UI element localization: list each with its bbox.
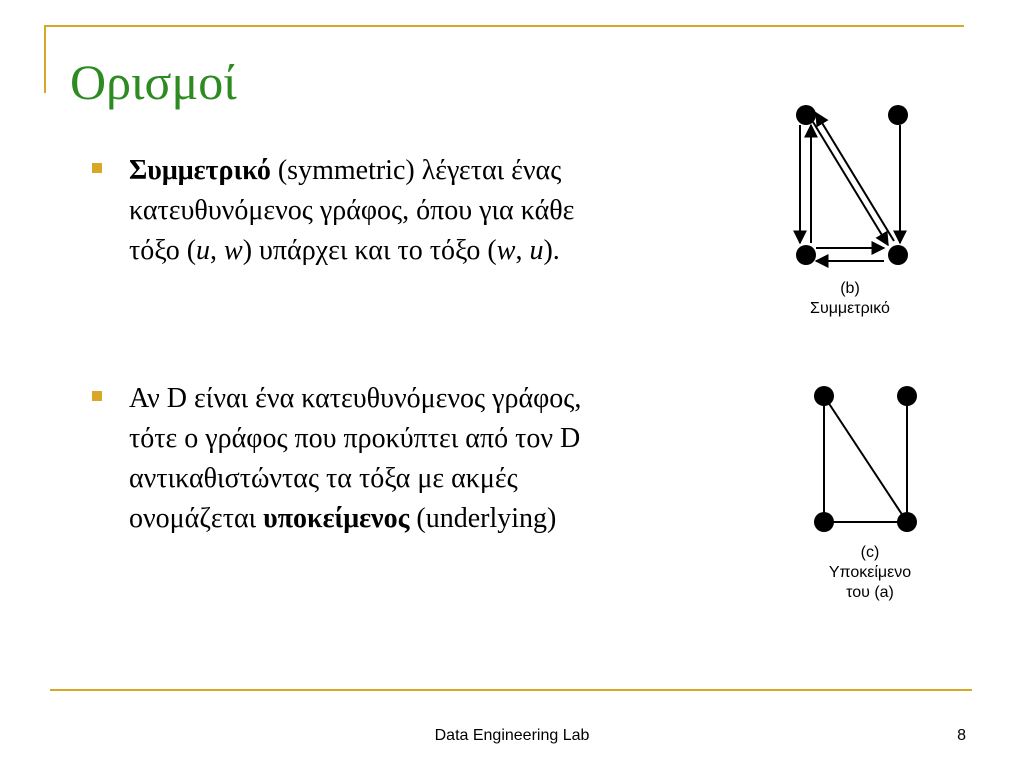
symmetric-graph-figure [780, 95, 920, 275]
frame-left-rule [44, 25, 46, 93]
graph-node [888, 245, 908, 265]
text-fragment: (symmetric) λέγεται ένας [270, 155, 562, 186]
graph-node [796, 245, 816, 265]
graph-node [897, 386, 917, 406]
figure-c-caption [800, 543, 940, 603]
text-fragment: αντικαθιστώντας τα τόξα με ακμές [129, 463, 518, 494]
bullet-square-icon [92, 163, 102, 173]
figure-b-label: (b) [840, 280, 860, 297]
text-fragment: (underlying) [409, 503, 557, 534]
var-u: u [529, 235, 544, 266]
bullet-text [129, 151, 702, 271]
var-w: w [496, 235, 516, 266]
figure-b-text: Συμμετρικό [810, 300, 890, 317]
figure-b-caption [780, 279, 920, 319]
frame-top-rule [44, 25, 964, 27]
edge-diagonal [824, 396, 907, 522]
text-fragment: Αν D είναι ένα κατευθυνόμενος γράφος, [129, 383, 582, 414]
bullet-underlying [92, 379, 702, 539]
graph-node [897, 512, 917, 532]
text-fragment: , [515, 235, 530, 266]
slide-title: Ορισμοί [70, 54, 237, 110]
text-fragment: ). [543, 235, 560, 266]
footer-rule [50, 689, 972, 691]
bullet-symmetric [92, 151, 702, 271]
footer-lab-name: Data Engineering Lab [434, 727, 590, 744]
text-fragment: τόξο ( [129, 235, 197, 266]
graph-node [814, 512, 834, 532]
graph-node [796, 105, 816, 125]
term-symmetric: Συμμετρικό [129, 155, 271, 186]
figure-c-text: Υποκείμενο [828, 564, 912, 581]
term-underlying: υποκείμενος [263, 503, 410, 534]
var-w: w [224, 235, 243, 266]
graph-node [888, 105, 908, 125]
arc-diagonal-up [816, 113, 894, 241]
text-fragment: ονομάζεται [129, 503, 264, 534]
var-u: u [196, 235, 211, 266]
figure-c-label: (c) [860, 544, 880, 561]
bullet-square-icon [92, 391, 102, 401]
text-fragment: κατευθυνόμενος γράφος, όπου για κάθε [129, 195, 575, 226]
underlying-graph-figure [800, 378, 930, 538]
graph-node [814, 386, 834, 406]
text-fragment: τότε ο γράφος που προκύπτει από τον D [129, 423, 581, 454]
bullet-text [129, 379, 702, 539]
arc-diagonal-down [810, 117, 888, 245]
page-number: 8 [957, 727, 966, 744]
figure-c-text: του (a) [846, 584, 894, 601]
text-fragment: ) υπάρχει και το τόξο ( [242, 235, 497, 266]
text-fragment: , [210, 235, 225, 266]
